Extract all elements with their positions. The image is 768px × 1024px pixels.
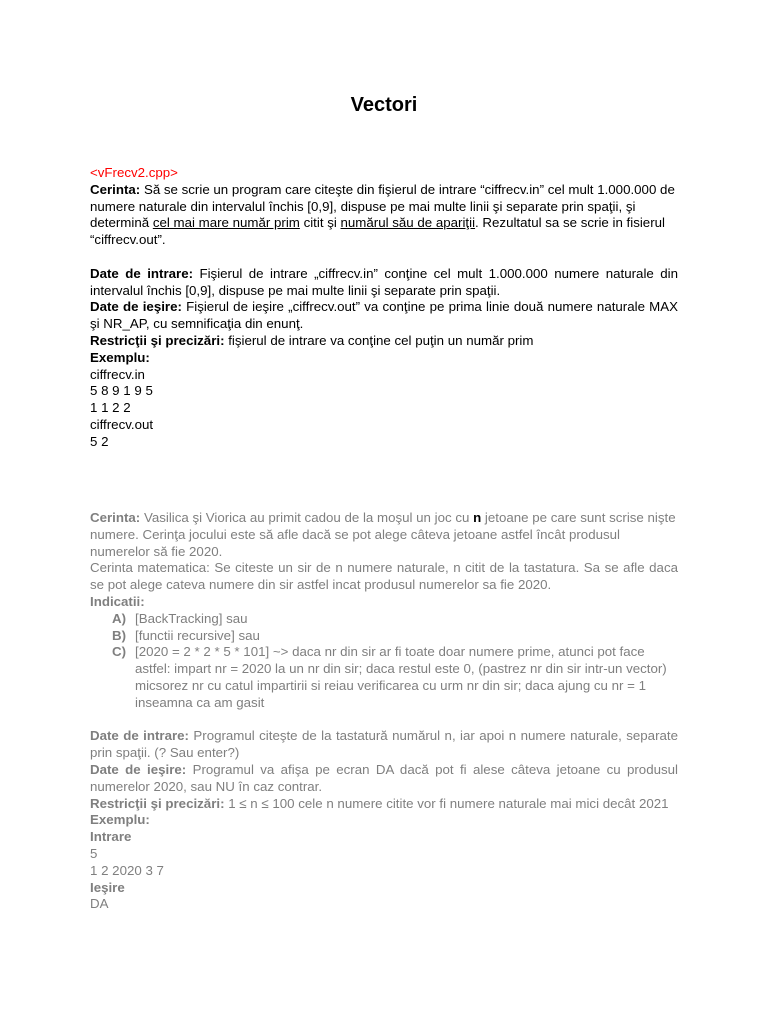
example-line: ciffrecv.out [90, 416, 154, 432]
underline-max-prime: cel mai mare număr prim [152, 215, 300, 231]
example-line: 1 2 2020 3 7 [90, 862, 164, 878]
example-line: ciffrecv.in [90, 366, 145, 382]
list-item: B) [functii recursive] sau [112, 627, 260, 643]
list-item: C) [2020 = 2 * 2 * 5 * 101] ~> daca nr din sir ar fi toate doar numere prime, atunci pot face astfel: impart nr = 2020 la un nr din sir; daca restul este 0, (pastrez nr din sir intr-un vector) micsorez nr cu catul impartirii si reiau verificarea cu urm nr din sir; daca ajung cu nr = 1 inseamna ca am gasit [112, 644, 667, 710]
example-line: 5 2 [90, 433, 109, 449]
example-line: 5 [90, 845, 98, 861]
list-marker: B) [112, 627, 127, 643]
restrictii-paragraph: Restricţii şi precizări: fişierul de intrare va conţine cel puţin un număr prim [90, 332, 534, 348]
date-iesire-paragraph: Date de ieşire: Programul va afişa pe ecran DA dacă pot fi alese câteva jetoane cu produsul numerelor 2020, sau NU în caz contrar. [90, 761, 678, 794]
example-line: 5 8 9 1 9 5 [90, 383, 153, 399]
list-marker: A) [112, 610, 127, 626]
example-line: DA [90, 896, 109, 912]
n-bold: n [473, 510, 482, 525]
date-intrare-label: Date de intrare: [90, 265, 194, 281]
date-iesire-paragraph: Date de ieşire: Fişierul de ieşire „ciffrecv.out” va conţine pe prima linie două numere naturale MAX şi NR_AP, cu semnificaţia din enunţ. [90, 299, 678, 332]
date-intrare-paragraph: Date de intrare: Fişierul de intrare „ciffrecv.in” conţine cel mult 1.000.000 numere naturale din intervalul închis [0,9], dispuse pe mai multe linii şi separate prin spaţii. [90, 265, 678, 298]
cerinta-paragraph: Cerinta: Vasilica şi Viorica au primit cadou de la moşul un joc cu n jetoane pe care sunt scrise nişte numere. Cerinţa jocului este să afle dacă se pot alege câteva jetoane astfel încât produsul numerelor să fie 2020. [90, 510, 676, 559]
exemplu-label: Exemplu: [90, 349, 150, 365]
iesire-example-label: Ieşire [90, 879, 125, 895]
file-tag: <vFrecv2.cpp> [90, 165, 178, 180]
list-item: A) [BackTracking] sau [112, 610, 248, 626]
underline-occurrences: numărul său de apariţii [340, 215, 476, 231]
restrictii-paragraph: Restricţii şi precizări: 1 ≤ n ≤ 100 cele n numere citite vor fi numere naturale mai mici decât 2021 [90, 795, 669, 811]
date-iesire-label: Date de ieşire: [90, 761, 187, 777]
list-marker: C) [112, 644, 127, 660]
restrictii-label: Restricţii şi precizări: [90, 332, 225, 348]
indicatii-list [90, 611, 678, 712]
date-intrare-label: Date de intrare: [90, 728, 189, 744]
page-title: Vectori [350, 94, 418, 116]
example-line: 1 1 2 2 [90, 400, 131, 416]
indicatii-label: Indicatii: [90, 593, 145, 609]
problem-1 [90, 165, 678, 451]
cerinta-paragraph: Cerinta: Să se scrie un program care citeşte din fişierul de intrare “ciffrecv.in” cel mult 1.000.000 de numere naturale din intervalul închis [0,9], dispuse pe mai multe linii şi separate prin spaţii, şi determină cel mai mare număr prim citit şi numărul său de apariţii. Rezultatul sa se scrie in fisierul “ciffrecv.out”. [90, 181, 675, 248]
problem-2 [90, 510, 678, 913]
cerinta-label: Cerinta: [90, 181, 141, 197]
intrare-example-label: Intrare [90, 829, 132, 845]
cerinta-label: Cerinta: [90, 510, 141, 525]
cerinta-matematica-paragraph: Cerinta matematica: Se citeste un sir de n numere naturale, n citit de la tastatura. Sa se afle daca se pot alege cateva numere din sir astfel incat produsul numerelor sa fie 2020. [90, 560, 678, 593]
date-iesire-label: Date de ieşire: [90, 299, 182, 315]
exemplu-label: Exemplu: [90, 812, 150, 828]
date-intrare-paragraph: Date de intrare: Programul citeşte de la tastatură numărul n, iar apoi n numere naturale, separate prin spaţii. (? Sau enter?) [90, 728, 678, 761]
restrictii-label: Restricţii şi precizări: [90, 795, 225, 811]
